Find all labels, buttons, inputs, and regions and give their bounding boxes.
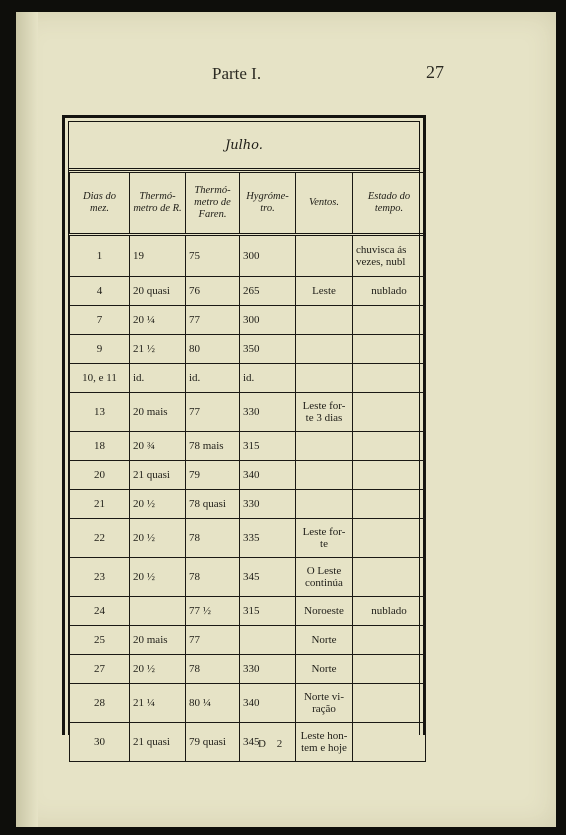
cell-thermometer-r <box>130 597 186 626</box>
cell-thermometer-f: 78 <box>186 558 240 597</box>
cell-hygrometer: 350 <box>240 335 296 364</box>
cell-thermometer-f: id. <box>186 364 240 393</box>
cell-thermometer-f: 77 <box>186 393 240 432</box>
table-row <box>70 655 426 684</box>
cell-weather <box>353 364 426 393</box>
cell-thermometer-f: 78 <box>186 655 240 684</box>
cell-hygrometer: 330 <box>240 655 296 684</box>
cell-day: 13 <box>70 393 130 432</box>
cell-winds: Noroeste <box>296 597 353 626</box>
cell-weather <box>353 519 426 558</box>
table-row <box>70 461 426 490</box>
table-row <box>70 684 426 723</box>
cell-thermometer-r: 20 ¾ <box>130 432 186 461</box>
cell-hygrometer: 335 <box>240 519 296 558</box>
cell-weather <box>353 306 426 335</box>
cell-hygrometer: id. <box>240 364 296 393</box>
cell-hygrometer: 330 <box>240 490 296 519</box>
cell-day: 1 <box>70 235 130 277</box>
cell-thermometer-f: 78 <box>186 519 240 558</box>
cell-thermometer-f: 76 <box>186 277 240 306</box>
table-row <box>70 626 426 655</box>
cell-thermometer-f: 80 ¼ <box>186 684 240 723</box>
header-days: Dias do mez. <box>70 173 130 235</box>
cell-day: 9 <box>70 335 130 364</box>
cell-thermometer-r: 20 ½ <box>130 519 186 558</box>
cell-hygrometer: 300 <box>240 306 296 335</box>
header-hygrometer: Hygróme-tro. <box>240 173 296 235</box>
cell-day: 28 <box>70 684 130 723</box>
cell-day: 23 <box>70 558 130 597</box>
cell-thermometer-f: 75 <box>186 235 240 277</box>
cell-winds: Norte vi-ração <box>296 684 353 723</box>
cell-winds <box>296 432 353 461</box>
cell-thermometer-r: 20 mais <box>130 626 186 655</box>
cell-thermometer-r: 20 ¼ <box>130 306 186 335</box>
cell-weather <box>353 626 426 655</box>
header-weather: Estado do tempo. <box>353 173 426 235</box>
cell-winds <box>296 364 353 393</box>
cell-hygrometer: 345 <box>240 558 296 597</box>
cell-weather <box>353 461 426 490</box>
cell-winds <box>296 235 353 277</box>
cell-hygrometer: 345 <box>240 723 296 762</box>
weather-table <box>69 172 426 762</box>
cell-hygrometer: 340 <box>240 684 296 723</box>
cell-hygrometer <box>240 626 296 655</box>
cell-weather <box>353 558 426 597</box>
cell-thermometer-r: 20 ½ <box>130 558 186 597</box>
table-row <box>70 235 426 277</box>
cell-thermometer-r: 21 ½ <box>130 335 186 364</box>
cell-day: 18 <box>70 432 130 461</box>
table-title: Julho. <box>69 122 419 171</box>
table-row <box>70 277 426 306</box>
table-row <box>70 558 426 597</box>
cell-thermometer-f: 77 <box>186 306 240 335</box>
cell-thermometer-r: 21 ¼ <box>130 684 186 723</box>
cell-weather <box>353 490 426 519</box>
cell-thermometer-f: 79 quasi <box>186 723 240 762</box>
cell-hygrometer: 300 <box>240 235 296 277</box>
cell-thermometer-f: 80 <box>186 335 240 364</box>
cell-thermometer-r: id. <box>130 364 186 393</box>
cell-weather <box>353 335 426 364</box>
cell-winds <box>296 306 353 335</box>
cell-thermometer-f: 78 quasi <box>186 490 240 519</box>
header-thermometer-f: Thermó-metro de Faren. <box>186 173 240 235</box>
header-thermometer-r: Thermó-metro de R. <box>130 173 186 235</box>
cell-winds <box>296 335 353 364</box>
cell-hygrometer: 330 <box>240 393 296 432</box>
cell-day: 21 <box>70 490 130 519</box>
table-header-row <box>70 173 426 235</box>
table-row <box>70 432 426 461</box>
cell-day: 4 <box>70 277 130 306</box>
cell-weather <box>353 393 426 432</box>
cell-day: 24 <box>70 597 130 626</box>
cell-weather: nublado <box>353 277 426 306</box>
header-winds: Ventos. <box>296 173 353 235</box>
table-row <box>70 306 426 335</box>
table-row <box>70 335 426 364</box>
cell-weather <box>353 723 426 762</box>
cell-thermometer-r: 19 <box>130 235 186 277</box>
cell-hygrometer: 315 <box>240 597 296 626</box>
cell-thermometer-r: 21 quasi <box>130 723 186 762</box>
running-head: Parte I. <box>212 64 262 83</box>
cell-thermometer-r: 20 mais <box>130 393 186 432</box>
page-number: 27 <box>426 62 444 82</box>
cell-day: 20 <box>70 461 130 490</box>
cell-hygrometer: 315 <box>240 432 296 461</box>
cell-weather: nublado <box>353 597 426 626</box>
table-row <box>70 364 426 393</box>
cell-winds <box>296 461 353 490</box>
cell-winds: Norte <box>296 626 353 655</box>
cell-winds: Leste for-te 3 dias <box>296 393 353 432</box>
cell-day: 22 <box>70 519 130 558</box>
printer-signature: D 2 <box>258 738 287 750</box>
cell-day: 10, e 11 <box>70 364 130 393</box>
cell-thermometer-f: 79 <box>186 461 240 490</box>
cell-thermometer-f: 78 mais <box>186 432 240 461</box>
cell-day: 7 <box>70 306 130 335</box>
page-gutter <box>16 12 38 827</box>
cell-winds: Norte <box>296 655 353 684</box>
table-row <box>70 723 426 762</box>
cell-weather <box>353 432 426 461</box>
cell-winds: Leste <box>296 277 353 306</box>
cell-thermometer-r: 20 ½ <box>130 490 186 519</box>
cell-weather: chuvisca ás vezes, nubl <box>353 235 426 277</box>
cell-thermometer-f: 77 ½ <box>186 597 240 626</box>
cell-winds: Leste hon-tem e hoje <box>296 723 353 762</box>
cell-weather <box>353 684 426 723</box>
table-row <box>70 490 426 519</box>
table-row <box>70 519 426 558</box>
cell-hygrometer: 340 <box>240 461 296 490</box>
cell-day: 27 <box>70 655 130 684</box>
cell-winds: Leste for-te <box>296 519 353 558</box>
cell-thermometer-r: 21 quasi <box>130 461 186 490</box>
cell-day: 25 <box>70 626 130 655</box>
cell-weather <box>353 655 426 684</box>
cell-winds <box>296 490 353 519</box>
cell-hygrometer: 265 <box>240 277 296 306</box>
cell-thermometer-r: 20 quasi <box>130 277 186 306</box>
table-row <box>70 393 426 432</box>
cell-day: 30 <box>70 723 130 762</box>
table-row <box>70 597 426 626</box>
cell-thermometer-f: 77 <box>186 626 240 655</box>
cell-winds: O Leste continúa <box>296 558 353 597</box>
cell-thermometer-r: 20 ½ <box>130 655 186 684</box>
